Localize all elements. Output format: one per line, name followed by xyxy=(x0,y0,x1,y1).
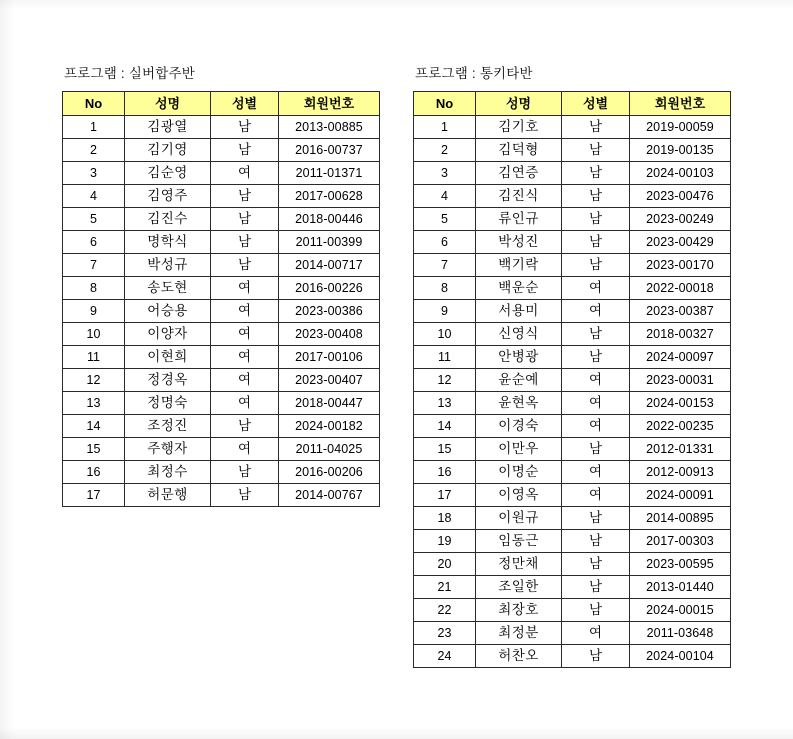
cell-no: 5 xyxy=(414,208,476,231)
cell-no: 14 xyxy=(63,415,125,438)
cell-no: 3 xyxy=(414,162,476,185)
table-row xyxy=(414,645,731,668)
roster-table-right-body xyxy=(414,116,731,668)
cell-gender: 여 xyxy=(211,277,279,300)
cell-member-id: 2024-00091 xyxy=(630,484,731,507)
cell-gender: 여 xyxy=(211,392,279,415)
cell-gender: 남 xyxy=(562,162,630,185)
cell-member-id: 2016-00737 xyxy=(279,139,380,162)
cell-name: 윤현옥 xyxy=(476,392,562,415)
cell-gender: 여 xyxy=(562,369,630,392)
cell-no: 1 xyxy=(414,116,476,139)
cell-member-id: 2013-01440 xyxy=(630,576,731,599)
cell-member-id: 2011-04025 xyxy=(279,438,380,461)
cell-no: 14 xyxy=(414,415,476,438)
cell-gender: 남 xyxy=(562,139,630,162)
table-row xyxy=(63,185,380,208)
cell-no: 1 xyxy=(63,116,125,139)
table-row xyxy=(414,622,731,645)
cell-member-id: 2018-00446 xyxy=(279,208,380,231)
cell-member-id: 2022-00235 xyxy=(630,415,731,438)
table-row xyxy=(63,461,380,484)
cell-gender: 남 xyxy=(562,438,630,461)
cell-gender: 남 xyxy=(562,553,630,576)
table-row xyxy=(414,300,731,323)
table-row xyxy=(63,323,380,346)
cell-name: 최장호 xyxy=(476,599,562,622)
cell-gender: 남 xyxy=(211,254,279,277)
cell-name: 류인규 xyxy=(476,208,562,231)
cell-member-id: 2023-00429 xyxy=(630,231,731,254)
cell-no: 4 xyxy=(63,185,125,208)
cell-member-id: 2011-01371 xyxy=(279,162,380,185)
cell-name: 윤순예 xyxy=(476,369,562,392)
table-row xyxy=(63,231,380,254)
column-header-no: No xyxy=(414,92,476,116)
cell-member-id: 2023-00407 xyxy=(279,369,380,392)
cell-no: 16 xyxy=(63,461,125,484)
cell-member-id: 2023-00170 xyxy=(630,254,731,277)
cell-name: 김영주 xyxy=(125,185,211,208)
column-header-member-id: 회원번호 xyxy=(630,92,731,116)
cell-no: 24 xyxy=(414,645,476,668)
table-row xyxy=(63,484,380,507)
table-row xyxy=(414,599,731,622)
cell-gender: 여 xyxy=(562,484,630,507)
cell-member-id: 2023-00386 xyxy=(279,300,380,323)
table-row xyxy=(63,254,380,277)
page-edge-shading-top xyxy=(0,0,793,10)
table-row xyxy=(63,392,380,415)
cell-name: 허찬오 xyxy=(476,645,562,668)
table-row xyxy=(414,231,731,254)
cell-no: 9 xyxy=(414,300,476,323)
cell-name: 정만채 xyxy=(476,553,562,576)
cell-name: 김기호 xyxy=(476,116,562,139)
cell-no: 7 xyxy=(63,254,125,277)
cell-member-id: 2023-00476 xyxy=(630,185,731,208)
cell-gender: 남 xyxy=(211,231,279,254)
table-header-row xyxy=(63,92,380,116)
table-row xyxy=(414,438,731,461)
program-title-right: 프로그램 : 통키타반 xyxy=(415,66,533,81)
cell-name: 백기락 xyxy=(476,254,562,277)
cell-gender: 남 xyxy=(211,139,279,162)
cell-no: 18 xyxy=(414,507,476,530)
cell-member-id: 2014-00895 xyxy=(630,507,731,530)
cell-no: 10 xyxy=(414,323,476,346)
table-row xyxy=(63,277,380,300)
cell-gender: 여 xyxy=(562,300,630,323)
cell-member-id: 2012-00913 xyxy=(630,461,731,484)
cell-no: 20 xyxy=(414,553,476,576)
table-row xyxy=(414,162,731,185)
cell-gender: 남 xyxy=(562,346,630,369)
cell-name: 주행자 xyxy=(125,438,211,461)
cell-gender: 남 xyxy=(562,116,630,139)
cell-gender: 남 xyxy=(562,231,630,254)
table-row xyxy=(414,484,731,507)
cell-name: 김연증 xyxy=(476,162,562,185)
cell-member-id: 2013-00885 xyxy=(279,116,380,139)
table-row xyxy=(63,139,380,162)
cell-name: 송도현 xyxy=(125,277,211,300)
cell-name: 김진식 xyxy=(476,185,562,208)
cell-no: 11 xyxy=(414,346,476,369)
cell-member-id: 2022-00018 xyxy=(630,277,731,300)
cell-member-id: 2024-00182 xyxy=(279,415,380,438)
cell-member-id: 2017-00106 xyxy=(279,346,380,369)
table-row xyxy=(63,162,380,185)
column-header-gender: 성별 xyxy=(562,92,630,116)
table-row xyxy=(414,323,731,346)
cell-member-id: 2014-00717 xyxy=(279,254,380,277)
cell-gender: 남 xyxy=(562,576,630,599)
cell-member-id: 2023-00387 xyxy=(630,300,731,323)
page-edge-shading-bottom xyxy=(0,727,793,739)
cell-member-id: 2024-00015 xyxy=(630,599,731,622)
cell-no: 10 xyxy=(63,323,125,346)
cell-name: 조정진 xyxy=(125,415,211,438)
cell-member-id: 2024-00104 xyxy=(630,645,731,668)
cell-gender: 남 xyxy=(211,415,279,438)
cell-gender: 남 xyxy=(562,323,630,346)
cell-no: 17 xyxy=(63,484,125,507)
cell-gender: 여 xyxy=(562,415,630,438)
table-row xyxy=(414,530,731,553)
cell-no: 22 xyxy=(414,599,476,622)
cell-gender: 남 xyxy=(562,507,630,530)
cell-gender: 남 xyxy=(562,599,630,622)
cell-member-id: 2023-00408 xyxy=(279,323,380,346)
table-row xyxy=(414,369,731,392)
cell-no: 6 xyxy=(63,231,125,254)
table-row xyxy=(63,208,380,231)
cell-no: 19 xyxy=(414,530,476,553)
cell-name: 김진수 xyxy=(125,208,211,231)
cell-gender: 여 xyxy=(562,461,630,484)
table-row xyxy=(63,438,380,461)
roster-table-left-body xyxy=(63,116,380,507)
cell-name: 이양자 xyxy=(125,323,211,346)
table-row xyxy=(63,346,380,369)
cell-name: 김순영 xyxy=(125,162,211,185)
cell-name: 최정수 xyxy=(125,461,211,484)
cell-name: 허문행 xyxy=(125,484,211,507)
cell-no: 13 xyxy=(414,392,476,415)
table-row xyxy=(414,208,731,231)
cell-gender: 여 xyxy=(211,369,279,392)
table-header-row xyxy=(414,92,731,116)
table-row xyxy=(414,507,731,530)
cell-name: 정명숙 xyxy=(125,392,211,415)
cell-no: 7 xyxy=(414,254,476,277)
cell-gender: 남 xyxy=(211,116,279,139)
cell-name: 임동근 xyxy=(476,530,562,553)
cell-no: 23 xyxy=(414,622,476,645)
cell-gender: 남 xyxy=(562,530,630,553)
cell-member-id: 2024-00103 xyxy=(630,162,731,185)
table-row xyxy=(414,576,731,599)
cell-gender: 여 xyxy=(562,277,630,300)
cell-member-id: 2012-01331 xyxy=(630,438,731,461)
cell-no: 12 xyxy=(414,369,476,392)
cell-gender: 남 xyxy=(562,185,630,208)
table-row xyxy=(414,553,731,576)
cell-member-id: 2016-00226 xyxy=(279,277,380,300)
cell-member-id: 2018-00327 xyxy=(630,323,731,346)
cell-name: 김기영 xyxy=(125,139,211,162)
cell-name: 최정분 xyxy=(476,622,562,645)
cell-name: 이명순 xyxy=(476,461,562,484)
cell-name: 이현희 xyxy=(125,346,211,369)
table-row xyxy=(414,254,731,277)
cell-member-id: 2019-00059 xyxy=(630,116,731,139)
table-row xyxy=(63,116,380,139)
cell-no: 15 xyxy=(63,438,125,461)
cell-name: 이원규 xyxy=(476,507,562,530)
cell-member-id: 2018-00447 xyxy=(279,392,380,415)
table-row xyxy=(414,277,731,300)
page-edge-shading-left xyxy=(0,0,14,739)
cell-name: 신영식 xyxy=(476,323,562,346)
table-row xyxy=(414,392,731,415)
cell-member-id: 2023-00031 xyxy=(630,369,731,392)
cell-no: 11 xyxy=(63,346,125,369)
cell-member-id: 2016-00206 xyxy=(279,461,380,484)
cell-member-id: 2023-00595 xyxy=(630,553,731,576)
cell-no: 5 xyxy=(63,208,125,231)
cell-gender: 여 xyxy=(211,323,279,346)
table-row xyxy=(414,415,731,438)
cell-member-id: 2011-00399 xyxy=(279,231,380,254)
cell-no: 9 xyxy=(63,300,125,323)
cell-name: 명학식 xyxy=(125,231,211,254)
table-row xyxy=(63,415,380,438)
cell-member-id: 2024-00153 xyxy=(630,392,731,415)
cell-gender: 남 xyxy=(211,484,279,507)
cell-gender: 여 xyxy=(211,162,279,185)
table-row xyxy=(414,461,731,484)
cell-member-id: 2023-00249 xyxy=(630,208,731,231)
cell-name: 백운순 xyxy=(476,277,562,300)
cell-member-id: 2019-00135 xyxy=(630,139,731,162)
cell-member-id: 2024-00097 xyxy=(630,346,731,369)
cell-gender: 여 xyxy=(562,392,630,415)
cell-no: 13 xyxy=(63,392,125,415)
cell-gender: 남 xyxy=(211,461,279,484)
cell-no: 6 xyxy=(414,231,476,254)
table-row xyxy=(63,300,380,323)
table-row xyxy=(414,139,731,162)
cell-name: 어승용 xyxy=(125,300,211,323)
cell-name: 정경옥 xyxy=(125,369,211,392)
cell-no: 16 xyxy=(414,461,476,484)
cell-gender: 여 xyxy=(211,438,279,461)
cell-no: 12 xyxy=(63,369,125,392)
cell-name: 김덕형 xyxy=(476,139,562,162)
cell-name: 박성규 xyxy=(125,254,211,277)
cell-name: 서용미 xyxy=(476,300,562,323)
column-header-member-id: 회원번호 xyxy=(279,92,380,116)
column-header-name: 성명 xyxy=(125,92,211,116)
cell-gender: 남 xyxy=(562,208,630,231)
cell-no: 21 xyxy=(414,576,476,599)
cell-name: 이영옥 xyxy=(476,484,562,507)
program-title-left: 프로그램 : 실버합주반 xyxy=(64,66,196,81)
cell-no: 15 xyxy=(414,438,476,461)
cell-name: 이만우 xyxy=(476,438,562,461)
cell-gender: 여 xyxy=(211,300,279,323)
column-header-no: No xyxy=(63,92,125,116)
column-header-name: 성명 xyxy=(476,92,562,116)
roster-table-left xyxy=(62,91,380,507)
cell-name: 이경숙 xyxy=(476,415,562,438)
cell-no: 8 xyxy=(414,277,476,300)
cell-name: 조일한 xyxy=(476,576,562,599)
cell-member-id: 2017-00628 xyxy=(279,185,380,208)
cell-no: 4 xyxy=(414,185,476,208)
cell-no: 2 xyxy=(414,139,476,162)
cell-no: 2 xyxy=(63,139,125,162)
cell-gender: 남 xyxy=(562,645,630,668)
cell-gender: 남 xyxy=(211,185,279,208)
cell-name: 안병광 xyxy=(476,346,562,369)
table-row xyxy=(414,185,731,208)
cell-no: 3 xyxy=(63,162,125,185)
cell-no: 17 xyxy=(414,484,476,507)
cell-member-id: 2011-03648 xyxy=(630,622,731,645)
cell-gender: 남 xyxy=(211,208,279,231)
cell-no: 8 xyxy=(63,277,125,300)
cell-name: 박성진 xyxy=(476,231,562,254)
roster-table-right xyxy=(413,91,731,668)
roster-panel-right xyxy=(413,62,731,668)
roster-panel-left xyxy=(62,62,380,507)
column-header-gender: 성별 xyxy=(211,92,279,116)
table-row xyxy=(414,346,731,369)
table-row xyxy=(63,369,380,392)
cell-member-id: 2014-00767 xyxy=(279,484,380,507)
cell-gender: 여 xyxy=(211,346,279,369)
cell-gender: 남 xyxy=(562,254,630,277)
cell-gender: 여 xyxy=(562,622,630,645)
cell-name: 김광열 xyxy=(125,116,211,139)
cell-member-id: 2017-00303 xyxy=(630,530,731,553)
table-row xyxy=(414,116,731,139)
